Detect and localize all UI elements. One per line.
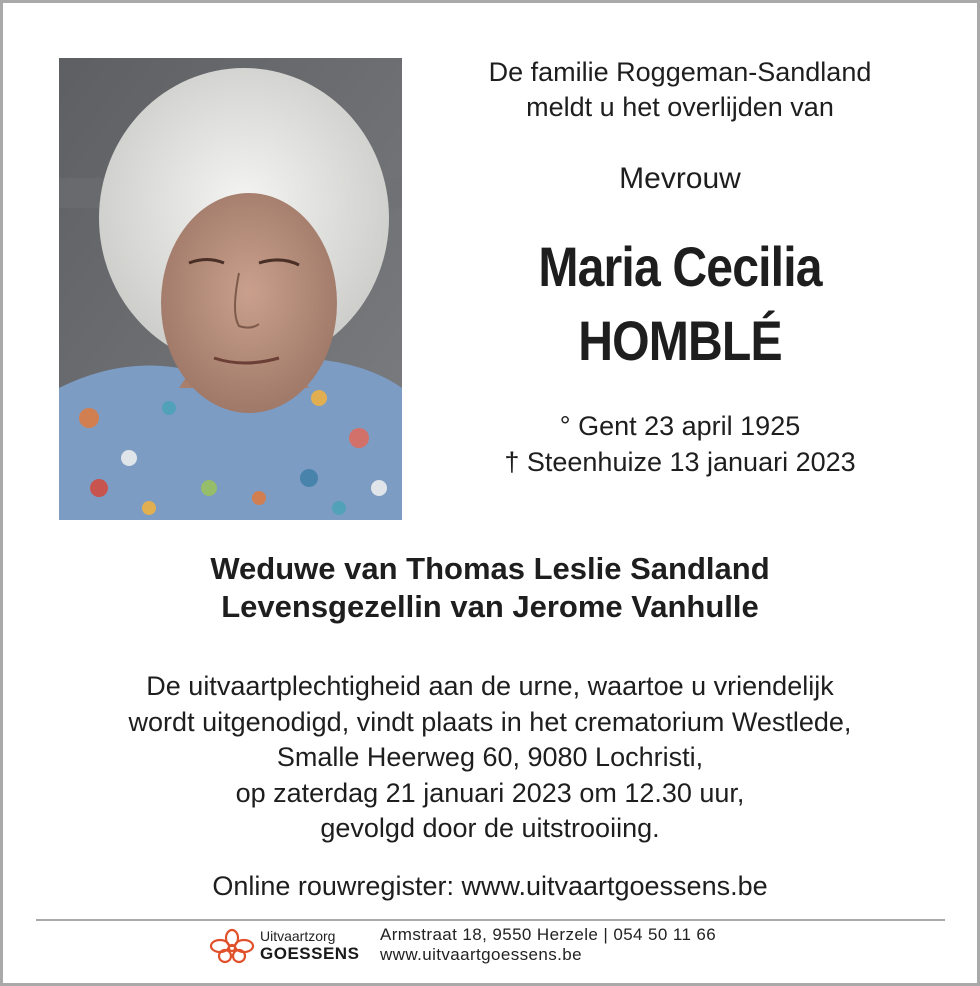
relation-line-2: Levensgezellin van Jerome Vanhulle [221,589,759,624]
intro-line-1: De familie Roggeman-Sandland [488,57,872,87]
company-logo [208,926,368,966]
ceremony-line-4: op zaterdag 21 januari 2023 om 12.30 uur, [235,777,745,808]
online-register: Online rouwregister: www.uitvaartgoessens.be [212,871,768,901]
logo-subtitle: Uitvaartzorg [260,928,336,944]
ceremony-line-3: Smalle Heerweg 60, 9080 Lochristi, [276,742,704,772]
deceased-name [465,230,895,378]
footer-website: www.uitvaartgoessens.be [380,945,582,964]
death-date: † Steenhuize 13 januari 2023 [504,447,856,477]
first-name: Maria Cecilia [538,235,822,298]
footer-divider [36,919,945,921]
ceremony-line-2: wordt uitgenodigd, vindt plaats in het crematorium Westlede, [128,706,852,737]
ceremony-details [30,669,950,847]
announcement-intro [430,55,930,125]
portrait-photo [59,58,402,520]
ceremony-line-1: De uitvaartplechtigheid aan de urne, waartoe u vriendelijk [146,671,834,701]
relations [40,550,940,626]
logo-wordmark: GOESSENS [260,944,360,963]
birth-date: ° Gent 23 april 1925 [559,411,801,441]
last-name: HOMBLÉ [578,309,782,372]
orchid-icon [208,928,256,964]
footer-contact [380,925,716,965]
ceremony-line-5: gevolgd door de uitstrooiing. [320,813,660,843]
intro-line-2: meldt u het overlijden van [526,92,834,122]
relation-line-1: Weduwe van Thomas Leslie Sandland [210,551,770,586]
footer-address: Armstraat 18, 9550 Herzele | 054 50 11 66 [380,925,717,944]
honorific-title: Mevrouw [619,162,741,195]
life-dates [430,408,930,480]
